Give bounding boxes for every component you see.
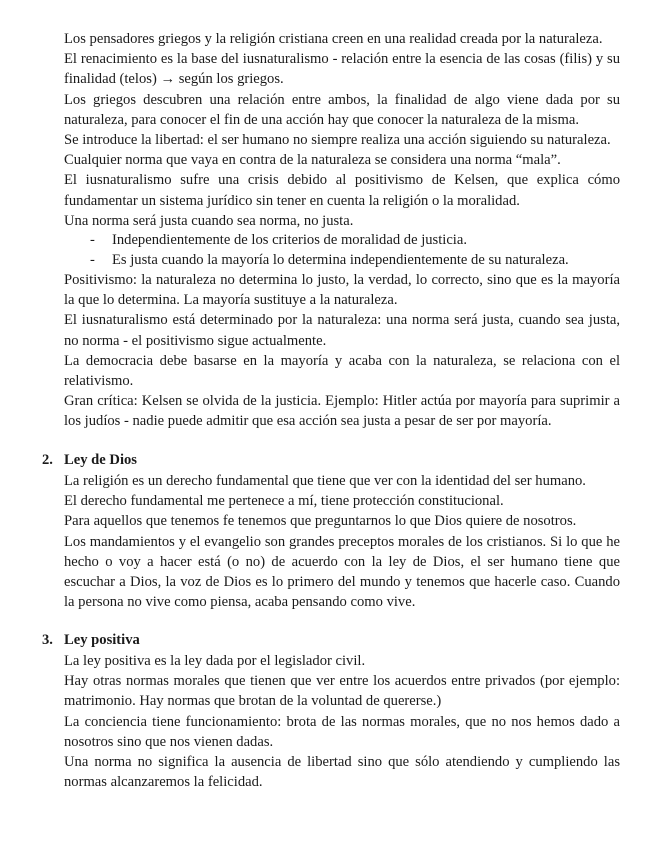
bullet-text: Es justa cuando la mayoría lo determina independientemente de su naturaleza. xyxy=(112,252,569,269)
intro-after-paragraph-1: Positivismo: la naturaleza no determina lo justo, la verdad, lo correcto, sino que es la mayoría la que lo determina. La mayoría sustituye a la naturaleza. xyxy=(64,272,620,309)
intro-after-paragraph-3: La democracia debe basarse en la mayoría y acaba con la naturaleza, se relaciona con el relativismo. xyxy=(64,352,620,390)
section-3-paragraph-2: Hay otras normas morales que tienen que ver entre los acuerdos entre privados (por ejemplo: matrimonio. Hay normas que brotan de la voluntad de quererse.) xyxy=(64,673,620,710)
bullet-dash: - xyxy=(90,232,95,248)
intro-block-after xyxy=(64,270,620,432)
intro-paragraph-2: El renacimiento es la base del iusnaturalismo - relación entre la esencia de las cosas (filis) y su finalidad (telos) → según los griegos. xyxy=(64,51,620,88)
intro-bullet-list xyxy=(64,230,620,270)
section-number: 2. xyxy=(42,452,53,468)
section-2-heading xyxy=(42,450,137,470)
section-3-heading xyxy=(42,630,140,650)
section-number: 3. xyxy=(42,632,53,648)
intro-after-paragraph-2: El iusnaturalismo está determinado por la naturaleza: una norma será justa, cuando sea justa, no norma - el positivismo sigue actualmente. xyxy=(64,312,620,349)
bullet-text: Independientemente de los criterios de moralidad de justicia. xyxy=(112,232,467,248)
bullet-dash: - xyxy=(90,252,95,269)
section-3-paragraph-4: Una norma no significa la ausencia de libertad sino que sólo atendiendo y cumpliendo las normas alcanzaremos la felicidad. xyxy=(64,754,620,791)
intro-paragraph-4: Se introduce la libertad: el ser humano no siempre realiza una acción siguiendo su naturaleza. xyxy=(64,132,611,149)
intro-block xyxy=(64,29,620,231)
intro-after-paragraph-4: Gran crítica: Kelsen se olvida de la justicia. Ejemplo: Hitler actúa por mayoría para suprimir a los judíos - nadie puede admitir que esa acción sea justa a pesar de ser por mayoría. xyxy=(64,393,620,430)
intro-paragraph-6: El iusnaturalismo sufre una crisis debido al positivismo de Kelsen, que explica cómo fundamentar un sistema jurídico sin tener en cuenta la religión o la moralidad. xyxy=(64,172,620,209)
section-3-body xyxy=(64,651,620,792)
section-2-paragraph-4: Los mandamientos y el evangelio son grandes preceptos morales de los cristianos. Si lo que he hecho o voy a hacer está (o no) de acuerdo con la ley de Dios, el ser humano tiene que escuchar a Dios, la voz de Dios es lo primero del mundo y tenemos que hacerle caso. Cuando la persona no vive como piensa, acaba pensando como vive. xyxy=(64,533,620,611)
section-3-paragraph-1: La ley positiva es la ley dada por el legislador civil. xyxy=(64,653,366,669)
section-title: Ley positiva xyxy=(64,632,140,648)
intro-paragraph-5: Cualquier norma que vaya en contra de la naturaleza se considera una norma “mala”. xyxy=(64,152,561,169)
section-3-paragraph-3: La conciencia tiene funcionamiento: brota de las normas morales, que no nos hemos dado a nosotros sino que nos vienen dadas. xyxy=(64,713,620,750)
intro-paragraph-7: Una norma será justa cuando sea norma, no justa. xyxy=(64,212,354,229)
intro-paragraph-1: Los pensadores griegos y la religión cristiana creen en una realidad creada por la naturaleza. xyxy=(64,31,603,47)
intro-paragraph-3: Los griegos descubren una relación entre ambos, la finalidad de algo viene dada por su naturaleza, para conocer el fin de una acción hay que conocer la naturaleza de la misma. xyxy=(64,91,620,128)
section-2-paragraph-2: El derecho fundamental me pertenece a mí, tiene protección constitucional. xyxy=(64,493,504,510)
section-2-paragraph-1: La religión es un derecho fundamental que tiene que ver con la identidad del ser humano. xyxy=(64,473,586,489)
list-item xyxy=(64,230,620,250)
section-2-body xyxy=(64,471,620,612)
section-2-paragraph-3: Para aquellos que tenemos fe tenemos que preguntarnos lo que Dios quiere de nosotros. xyxy=(64,513,577,530)
list-item xyxy=(64,250,620,270)
section-title: Ley de Dios xyxy=(64,452,137,468)
